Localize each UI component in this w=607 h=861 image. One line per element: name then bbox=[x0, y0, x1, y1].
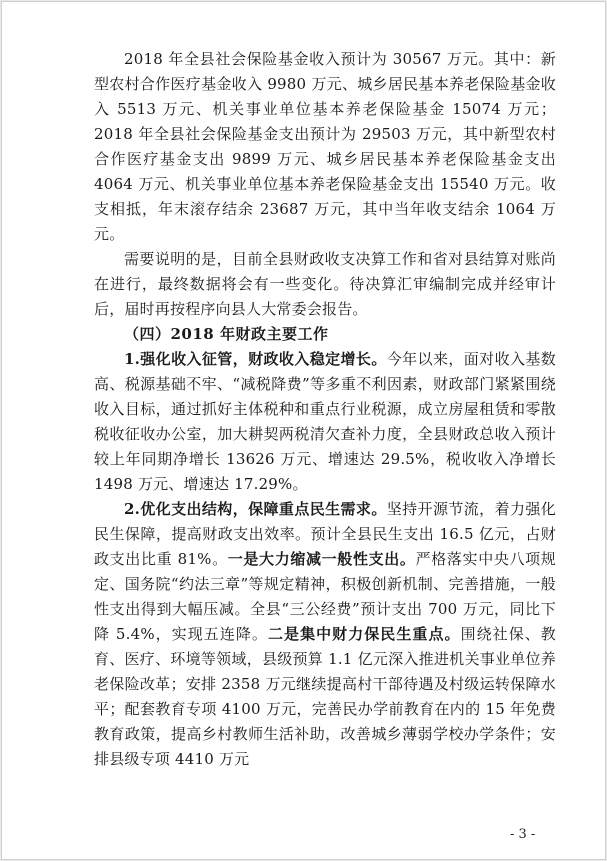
section-heading: （四）2018 年财政主要工作 bbox=[124, 325, 329, 343]
item-2-body-b: 严格落实中央八项规定、国务院“约法三章”等规定精神，积极创新机制、完善措施，一般性支出得到大幅压减。全县“三公经费”预计支出 700 万元，同比下降 5.4%，实现五连降。 bbox=[94, 550, 556, 643]
document-body bbox=[94, 47, 556, 772]
item-2-title: 2.优化支出结构，保障重点民生需求。 bbox=[124, 500, 387, 518]
item-1-body: 今年以来，面对收入基数高、税源基础不牢、“减税降费”等多重不利因素，财政部门紧紧围绕收入目标，通过抓好主体税种和重点行业税源，成立房屋租赁和零散税收征收办公室，加大耕契两税清欠查补力度，全县财政总收入预计较上年同期净增长 13626 万元、增速达 29.5%，税收收入净增长 1498 万元、增速达 17.29%。 bbox=[94, 350, 556, 493]
page-number: - 3 - bbox=[510, 827, 536, 842]
item-2-body-c: 围绕社保、教育、医疗、环境等领域，县级预算 1.1 亿元深入推进机关事业单位养老保险改革；安排 2358 万元继续提高村干部待遇及村级运转保障水平；配套教育专项 4100 万元，完善民办学前教育在内的 15 年免费教育政策，提高乡村教师生活补助，改善城乡薄弱学校办学条件；安排县级专项 4410 万元 bbox=[94, 625, 557, 768]
item-2-body-a: 坚持开源节流，着力强化民生保障，提高财政支出效率。预计全县民生支出 16.5 亿元，占财政支出比重 81%。 bbox=[94, 500, 556, 568]
item-2-subpoint-1: 一是大力缩减一般性支出。 bbox=[227, 550, 416, 568]
document-page bbox=[1, 1, 606, 860]
item-2-subpoint-2: 二是集中财力保民生重点。 bbox=[267, 625, 461, 643]
paragraph-note: 需要说明的是，目前全县财政收支决算工作和省对县结算对账尚在进行，最终数据将会有一些变化。待决算汇审编制完成并经审计后，届时再按程序向县人大常委会报告。 bbox=[94, 250, 556, 318]
paragraph-social-insurance: 2018 年全县社会保险基金收入预计为 30567 万元。其中：新型农村合作医疗基金收入 9980 万元、城乡居民基本养老保险基金收入 5513 万元、机关事业单位基本养老保险基金 15074 万元；2018 年全县社会保险基金支出预计为 29503 万元，其中新型农村合作医疗基金支出 9899 万元、城乡居民基本养老保险基金支出 4064 万元、机关事业单位基本养老保险基金支出 15540 万元。收支相抵，年末滚存结余 23687 万元，其中当年收支结余 1064 万元。 bbox=[94, 50, 556, 243]
item-1-title: 1.强化收入征管，财政收入稳定增长。 bbox=[124, 350, 387, 368]
paragraph-item-1 bbox=[94, 347, 556, 497]
paragraph-item-2 bbox=[94, 497, 556, 772]
